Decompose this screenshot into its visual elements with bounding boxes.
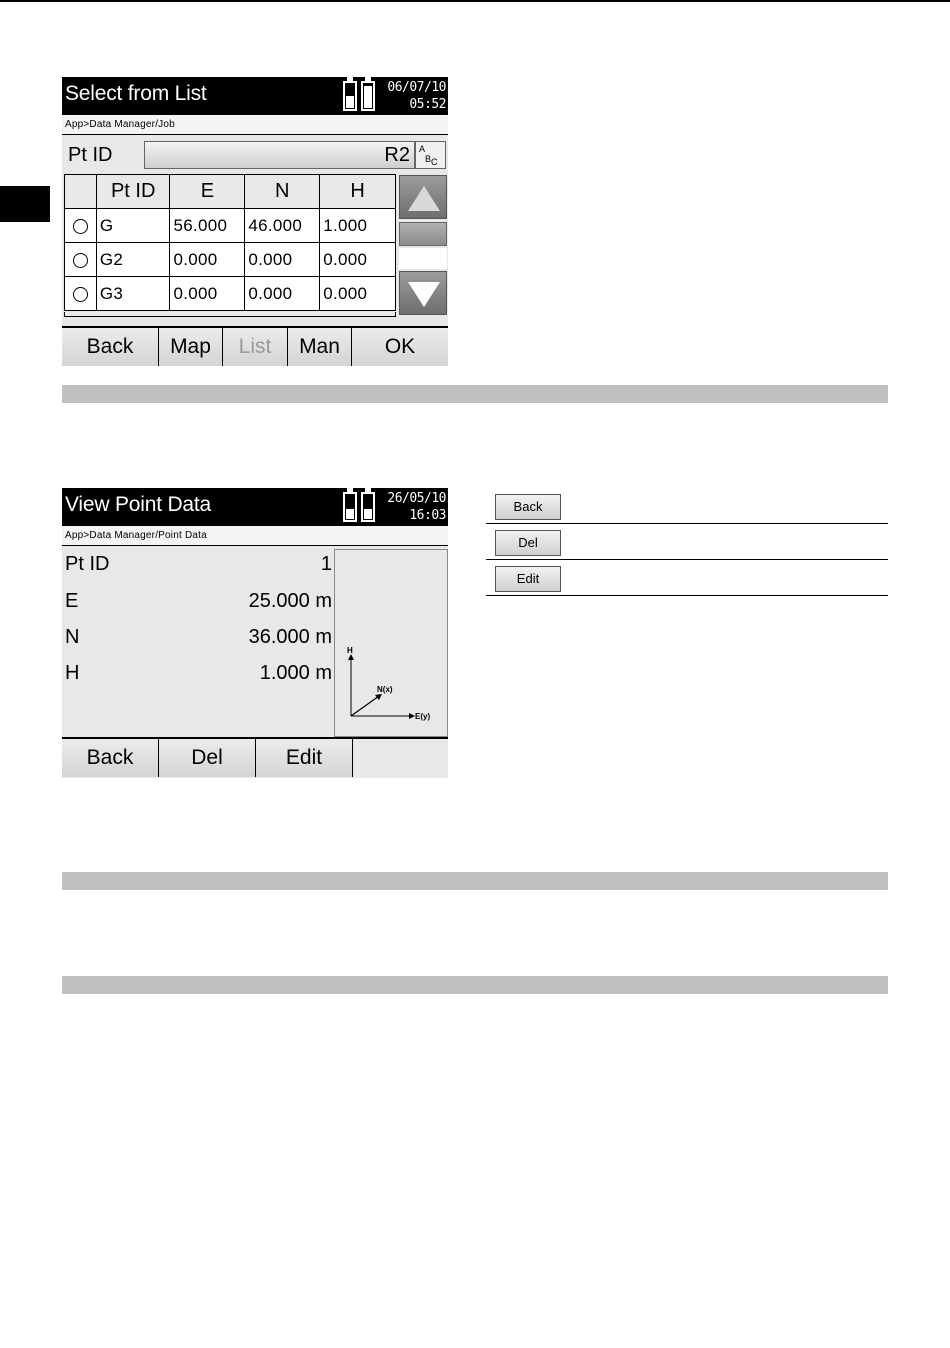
legend-del-key: Del [495, 530, 561, 556]
n-label: N [65, 626, 80, 648]
h-label: H [65, 662, 80, 684]
scroll-down-button[interactable] [399, 271, 447, 315]
coordinate-axes-preview [334, 549, 448, 737]
row-select-cell[interactable] [65, 243, 97, 277]
cell-h: 1.000 [320, 209, 396, 243]
h-value: 1.000 m [259, 662, 332, 684]
abc-letter-b: B [425, 154, 432, 164]
cell-pt-id: G2 [96, 243, 170, 277]
scroll-up-button[interactable] [399, 175, 447, 219]
scrollbar-thumb[interactable] [399, 222, 447, 246]
status-date: 06/07/10 [387, 80, 446, 95]
del-button[interactable]: Del [159, 739, 256, 777]
edit-button[interactable]: Edit [256, 739, 353, 777]
cell-e: 56.000 [170, 209, 245, 243]
radio-button[interactable] [73, 219, 88, 234]
vertical-scrollbar[interactable] [398, 174, 448, 316]
cell-pt-id: G3 [96, 277, 170, 311]
cell-n: 46.000 [245, 209, 320, 243]
column-header-pt-id: Pt ID [96, 175, 170, 209]
status-time: 05:52 [409, 97, 446, 112]
breadcrumb: App>Data Manager/Point Data [62, 526, 448, 546]
back-button[interactable]: Back [62, 739, 159, 777]
axis-label-e: E(y) [415, 712, 431, 721]
page-top-rule [0, 0, 950, 12]
e-field [62, 587, 332, 617]
screen-title: Select from List [65, 82, 207, 105]
section-divider-bar [62, 976, 888, 994]
abc-letter-a: A [419, 144, 426, 154]
ok-button[interactable]: OK [352, 328, 448, 366]
legend-row-del [486, 524, 888, 560]
back-button[interactable]: Back [62, 328, 159, 366]
battery-2-icon [361, 81, 375, 111]
abc-letter-c: C [431, 157, 438, 167]
legend-back-key: Back [495, 494, 561, 520]
radio-button[interactable] [73, 253, 88, 268]
battery-1-icon [343, 81, 357, 111]
column-header-e: E [170, 175, 245, 209]
legend-row-back [486, 488, 888, 524]
map-button[interactable]: Map [159, 328, 223, 366]
view-point-data-screen [62, 488, 448, 778]
cell-e: 0.000 [170, 277, 245, 311]
cell-h: 0.000 [320, 277, 396, 311]
pt-id-field [62, 550, 332, 580]
column-header-h: H [320, 175, 396, 209]
legend-row-edit [486, 560, 888, 596]
row-select-cell[interactable] [65, 277, 97, 311]
screen-title: View Point Data [65, 493, 212, 516]
e-label: E [65, 590, 79, 612]
cell-h: 0.000 [320, 243, 396, 277]
chapter-tab-marker [0, 186, 50, 222]
breadcrumb: App>Data Manager/Job [62, 115, 448, 135]
pt-id-input[interactable]: R2 [144, 141, 415, 169]
select-from-list-screen [62, 77, 448, 366]
status-date: 26/05/10 [387, 491, 446, 506]
pt-id-value: 1 [320, 553, 332, 575]
table-row[interactable] [65, 209, 396, 243]
column-header-select [65, 175, 97, 209]
pt-id-label: Pt ID [65, 553, 110, 575]
radio-button[interactable] [73, 287, 88, 302]
cell-e: 0.000 [170, 243, 245, 277]
list-button[interactable]: List [223, 328, 288, 366]
man-button[interactable]: Man [288, 328, 352, 366]
empty-softkey [353, 739, 448, 777]
section-divider-bar [62, 872, 888, 890]
arrow-down-icon [407, 279, 441, 309]
legend-edit-key: Edit [495, 566, 561, 592]
section-divider-bar [62, 385, 888, 403]
n-value: 36.000 m [248, 626, 332, 648]
column-header-n: N [245, 175, 320, 209]
cell-pt-id: G [96, 209, 170, 243]
point-list-table [64, 174, 396, 311]
scrollbar-track[interactable] [399, 248, 447, 269]
battery-1-icon [343, 492, 357, 522]
status-time: 16:03 [409, 508, 446, 523]
axis-label-n: N(x) [377, 685, 393, 694]
title-bar [62, 77, 448, 115]
h-field [62, 659, 332, 689]
battery-2-icon [361, 492, 375, 522]
axis-label-h: H [347, 646, 353, 655]
softkey-bar [62, 326, 448, 366]
input-mode-abc-button[interactable] [415, 141, 446, 169]
table-row[interactable] [65, 243, 396, 277]
table-row[interactable] [65, 277, 396, 311]
table-horizontal-scroll-edge [64, 312, 396, 317]
pt-id-row [62, 137, 448, 173]
axes-icon [335, 550, 447, 736]
row-select-cell[interactable] [65, 209, 97, 243]
cell-n: 0.000 [245, 277, 320, 311]
cell-n: 0.000 [245, 243, 320, 277]
table-header-row [65, 175, 396, 209]
n-field [62, 623, 332, 653]
arrow-up-icon [407, 183, 441, 213]
title-bar [62, 488, 448, 526]
softkey-legend [486, 488, 888, 596]
pt-id-label: Pt ID [68, 144, 113, 166]
e-value: 25.000 m [248, 590, 332, 612]
softkey-bar [62, 737, 448, 777]
